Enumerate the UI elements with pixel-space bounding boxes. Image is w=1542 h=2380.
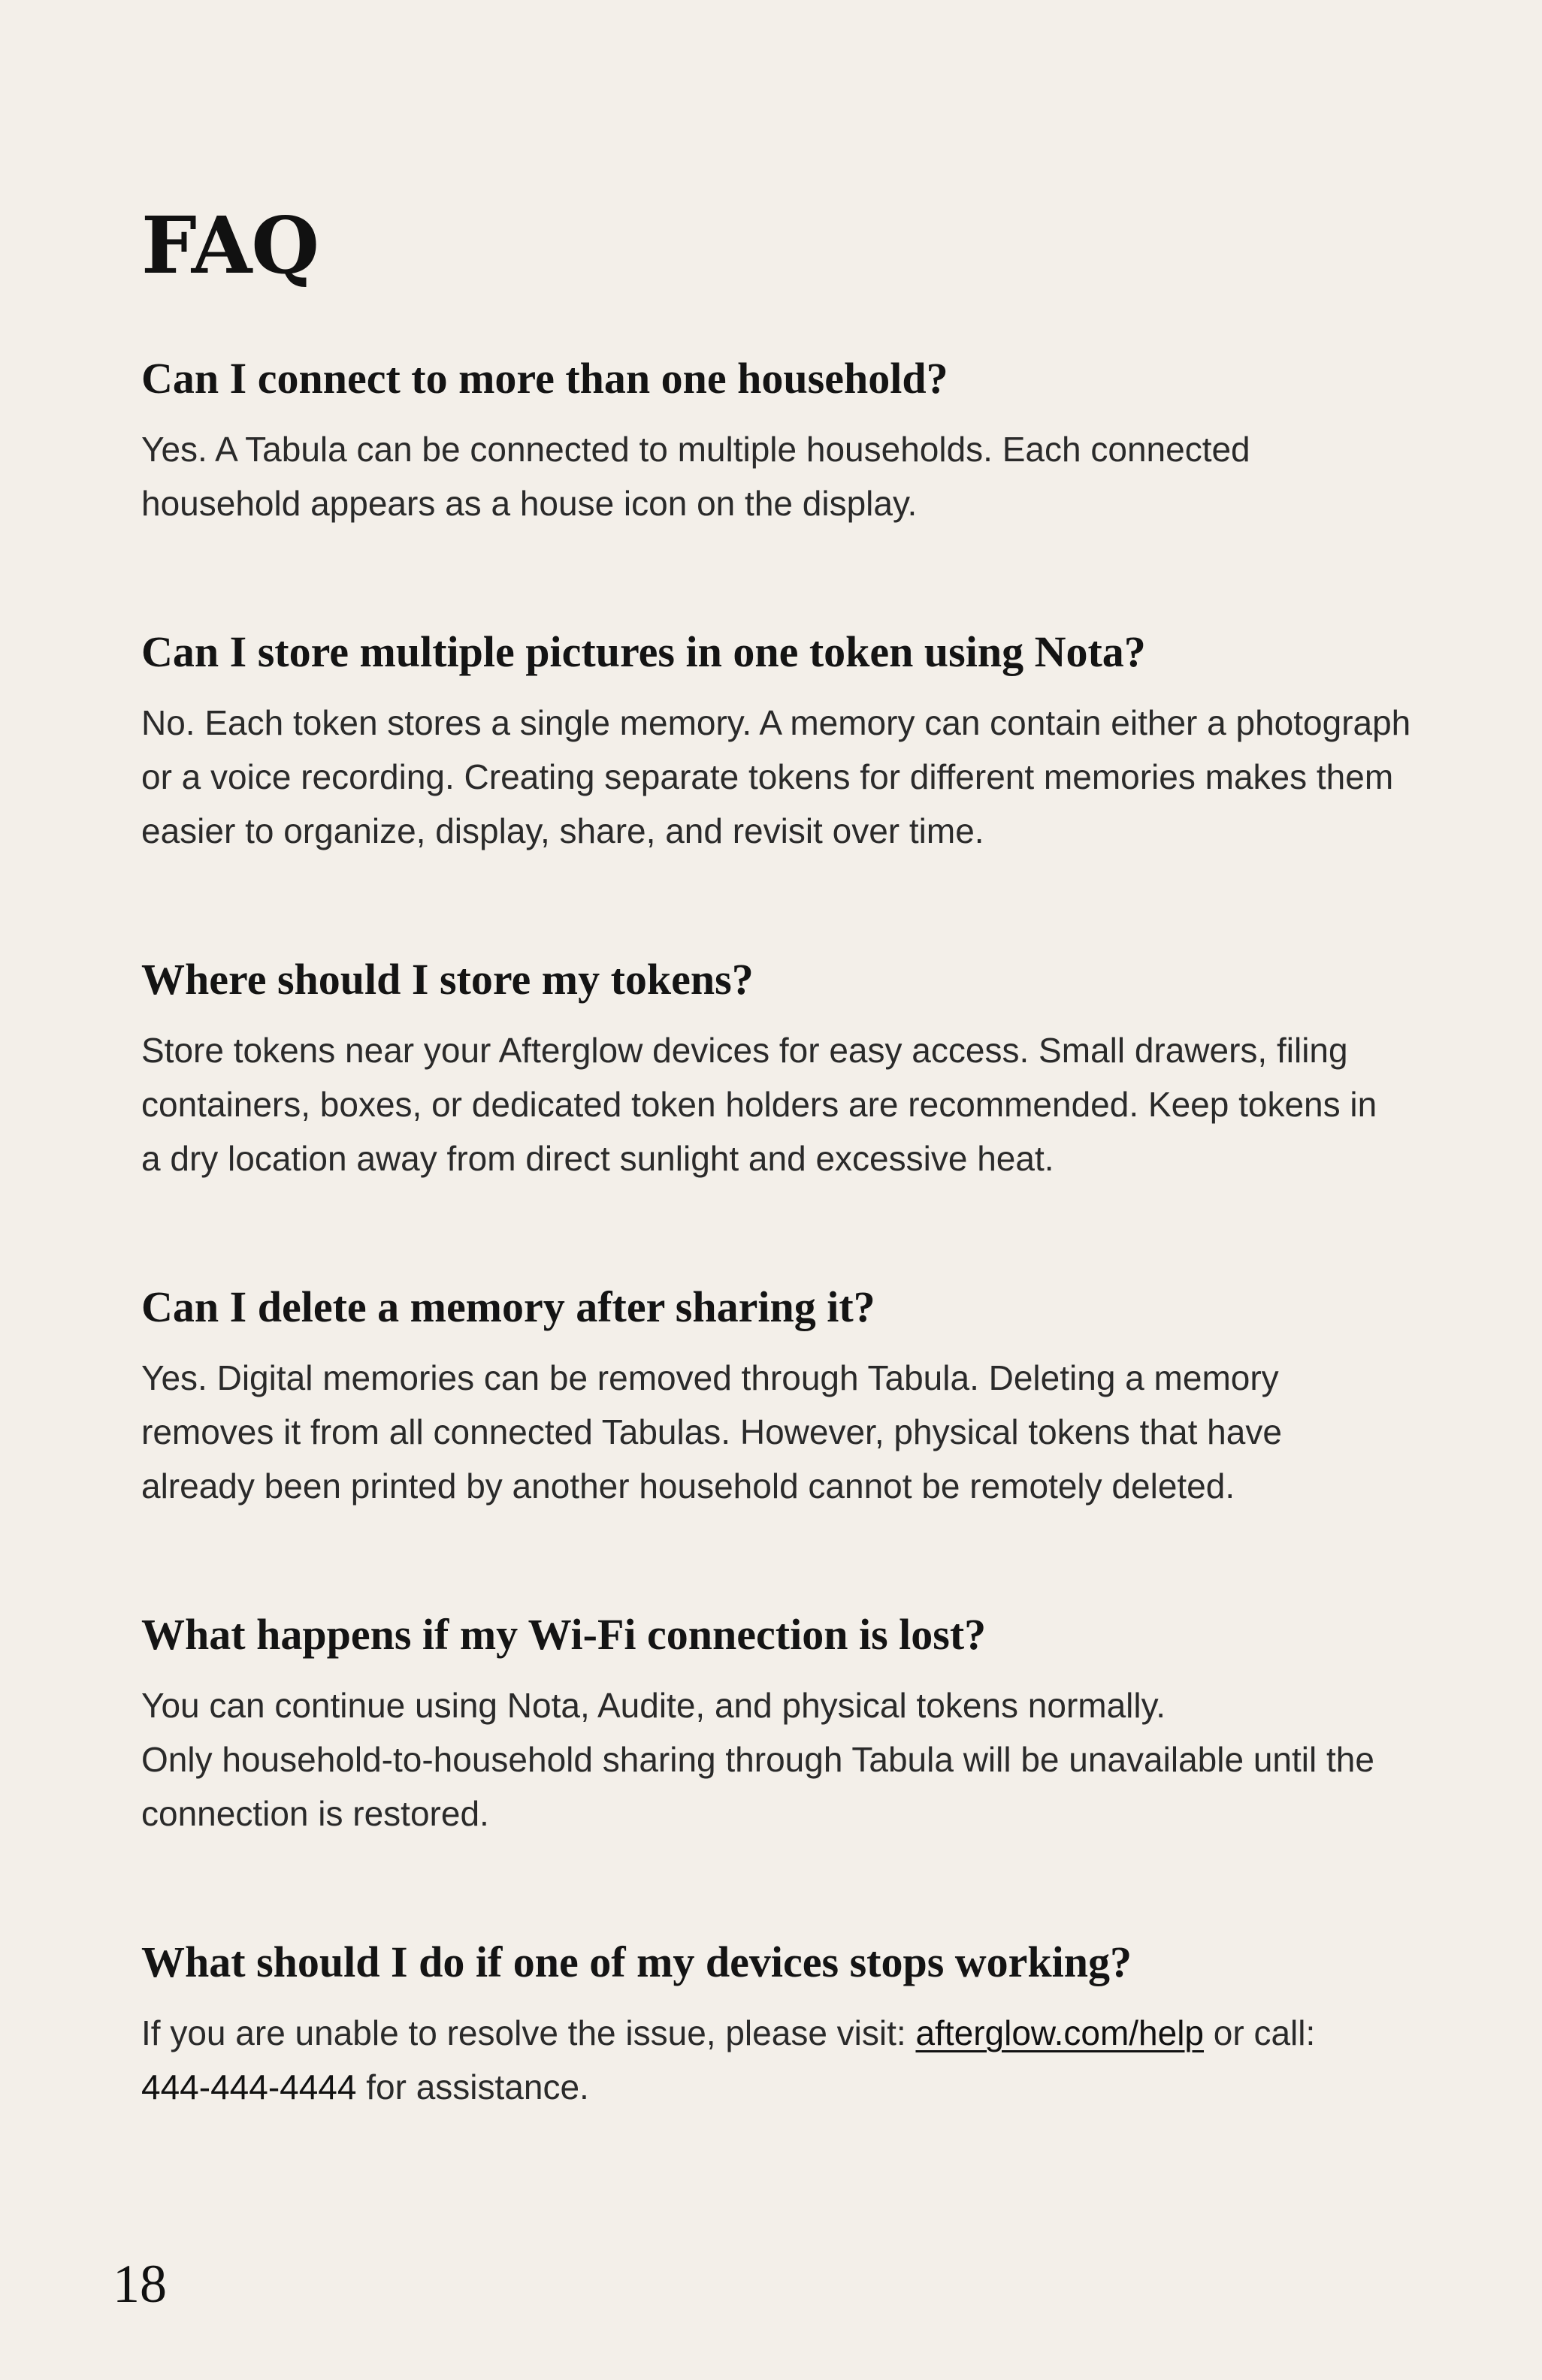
faq-answer-line: a dry location away from direct sunlight and excessive heat.	[141, 1139, 1054, 1178]
faq-question: Where should I store my tokens?	[141, 955, 754, 1004]
faq-answer-line: No. Each token stores a single memory. A memory can contain either a photograph	[141, 703, 1411, 742]
faq-item-multiple-households	[141, 352, 1464, 530]
faq-answer-line: connection is restored.	[141, 1794, 489, 1833]
faq-item-delete-memory	[141, 1280, 1464, 1513]
faq-answer	[141, 1351, 1464, 1513]
faq-answer-line: Only household-to-household sharing through Tabula will be unavailable until the	[141, 1740, 1374, 1779]
faq-answer	[141, 422, 1464, 530]
faq-item-wifi-lost	[141, 1608, 1464, 1841]
faq-question: Can I connect to more than one household?	[141, 354, 948, 403]
page-number: 18	[113, 2254, 167, 2314]
faq-answer	[141, 696, 1464, 858]
faq-answer-line: already been printed by another household cannot be remotely deleted.	[141, 1466, 1235, 1506]
faq-answer-line: You can continue using Nota, Audite, and physical tokens normally.	[141, 1686, 1166, 1725]
faq-question: What should I do if one of my devices stops working?	[141, 1938, 1132, 1986]
help-prefix-text: If you are unable to resolve the issue, please visit:	[141, 2013, 916, 2052]
faq-question: Can I store multiple pictures in one token using Nota?	[141, 627, 1146, 676]
faq-answer-line	[141, 2060, 1464, 2114]
faq-answer-line: removes it from all connected Tabulas. However, physical tokens that have	[141, 1412, 1282, 1451]
faq-answer-line: Yes. A Tabula can be connected to multiple households. Each connected	[141, 430, 1250, 469]
faq-answer-line: household appears as a house icon on the display.	[141, 484, 918, 523]
faq-answer	[141, 1023, 1464, 1185]
support-phone-number: 444-444-4444	[141, 2067, 357, 2107]
faq-answer-line: easier to organize, display, share, and revisit over time.	[141, 811, 984, 850]
faq-question: What happens if my Wi-Fi connection is lost?	[141, 1610, 987, 1659]
faq-question: Can I delete a memory after sharing it?	[141, 1282, 875, 1331]
faq-item-multiple-pictures	[141, 625, 1464, 858]
faq-answer	[141, 1678, 1464, 1841]
help-middle-text: or call:	[1204, 2013, 1316, 2052]
help-link[interactable]: afterglow.com/help	[915, 2013, 1205, 2052]
faq-answer	[141, 2006, 1464, 2114]
faq-item-token-storage	[141, 953, 1464, 1185]
faq-answer-line: Yes. Digital memories can be removed through Tabula. Deleting a memory	[141, 1358, 1279, 1397]
faq-answer-line	[141, 2006, 1464, 2060]
faq-answer-line: or a voice recording. Creating separate tokens for different memories makes them	[141, 757, 1394, 796]
faq-answer-line: Store tokens near your Afterglow devices for easy access. Small drawers, filing	[141, 1031, 1348, 1070]
faq-answer-line: containers, boxes, or dedicated token holders are recommended. Keep tokens in	[141, 1085, 1377, 1124]
page-title: FAQ	[141, 199, 319, 291]
faq-item-device-stops-working	[141, 1935, 1464, 2114]
help-suffix-text: for assistance.	[356, 2067, 589, 2107]
